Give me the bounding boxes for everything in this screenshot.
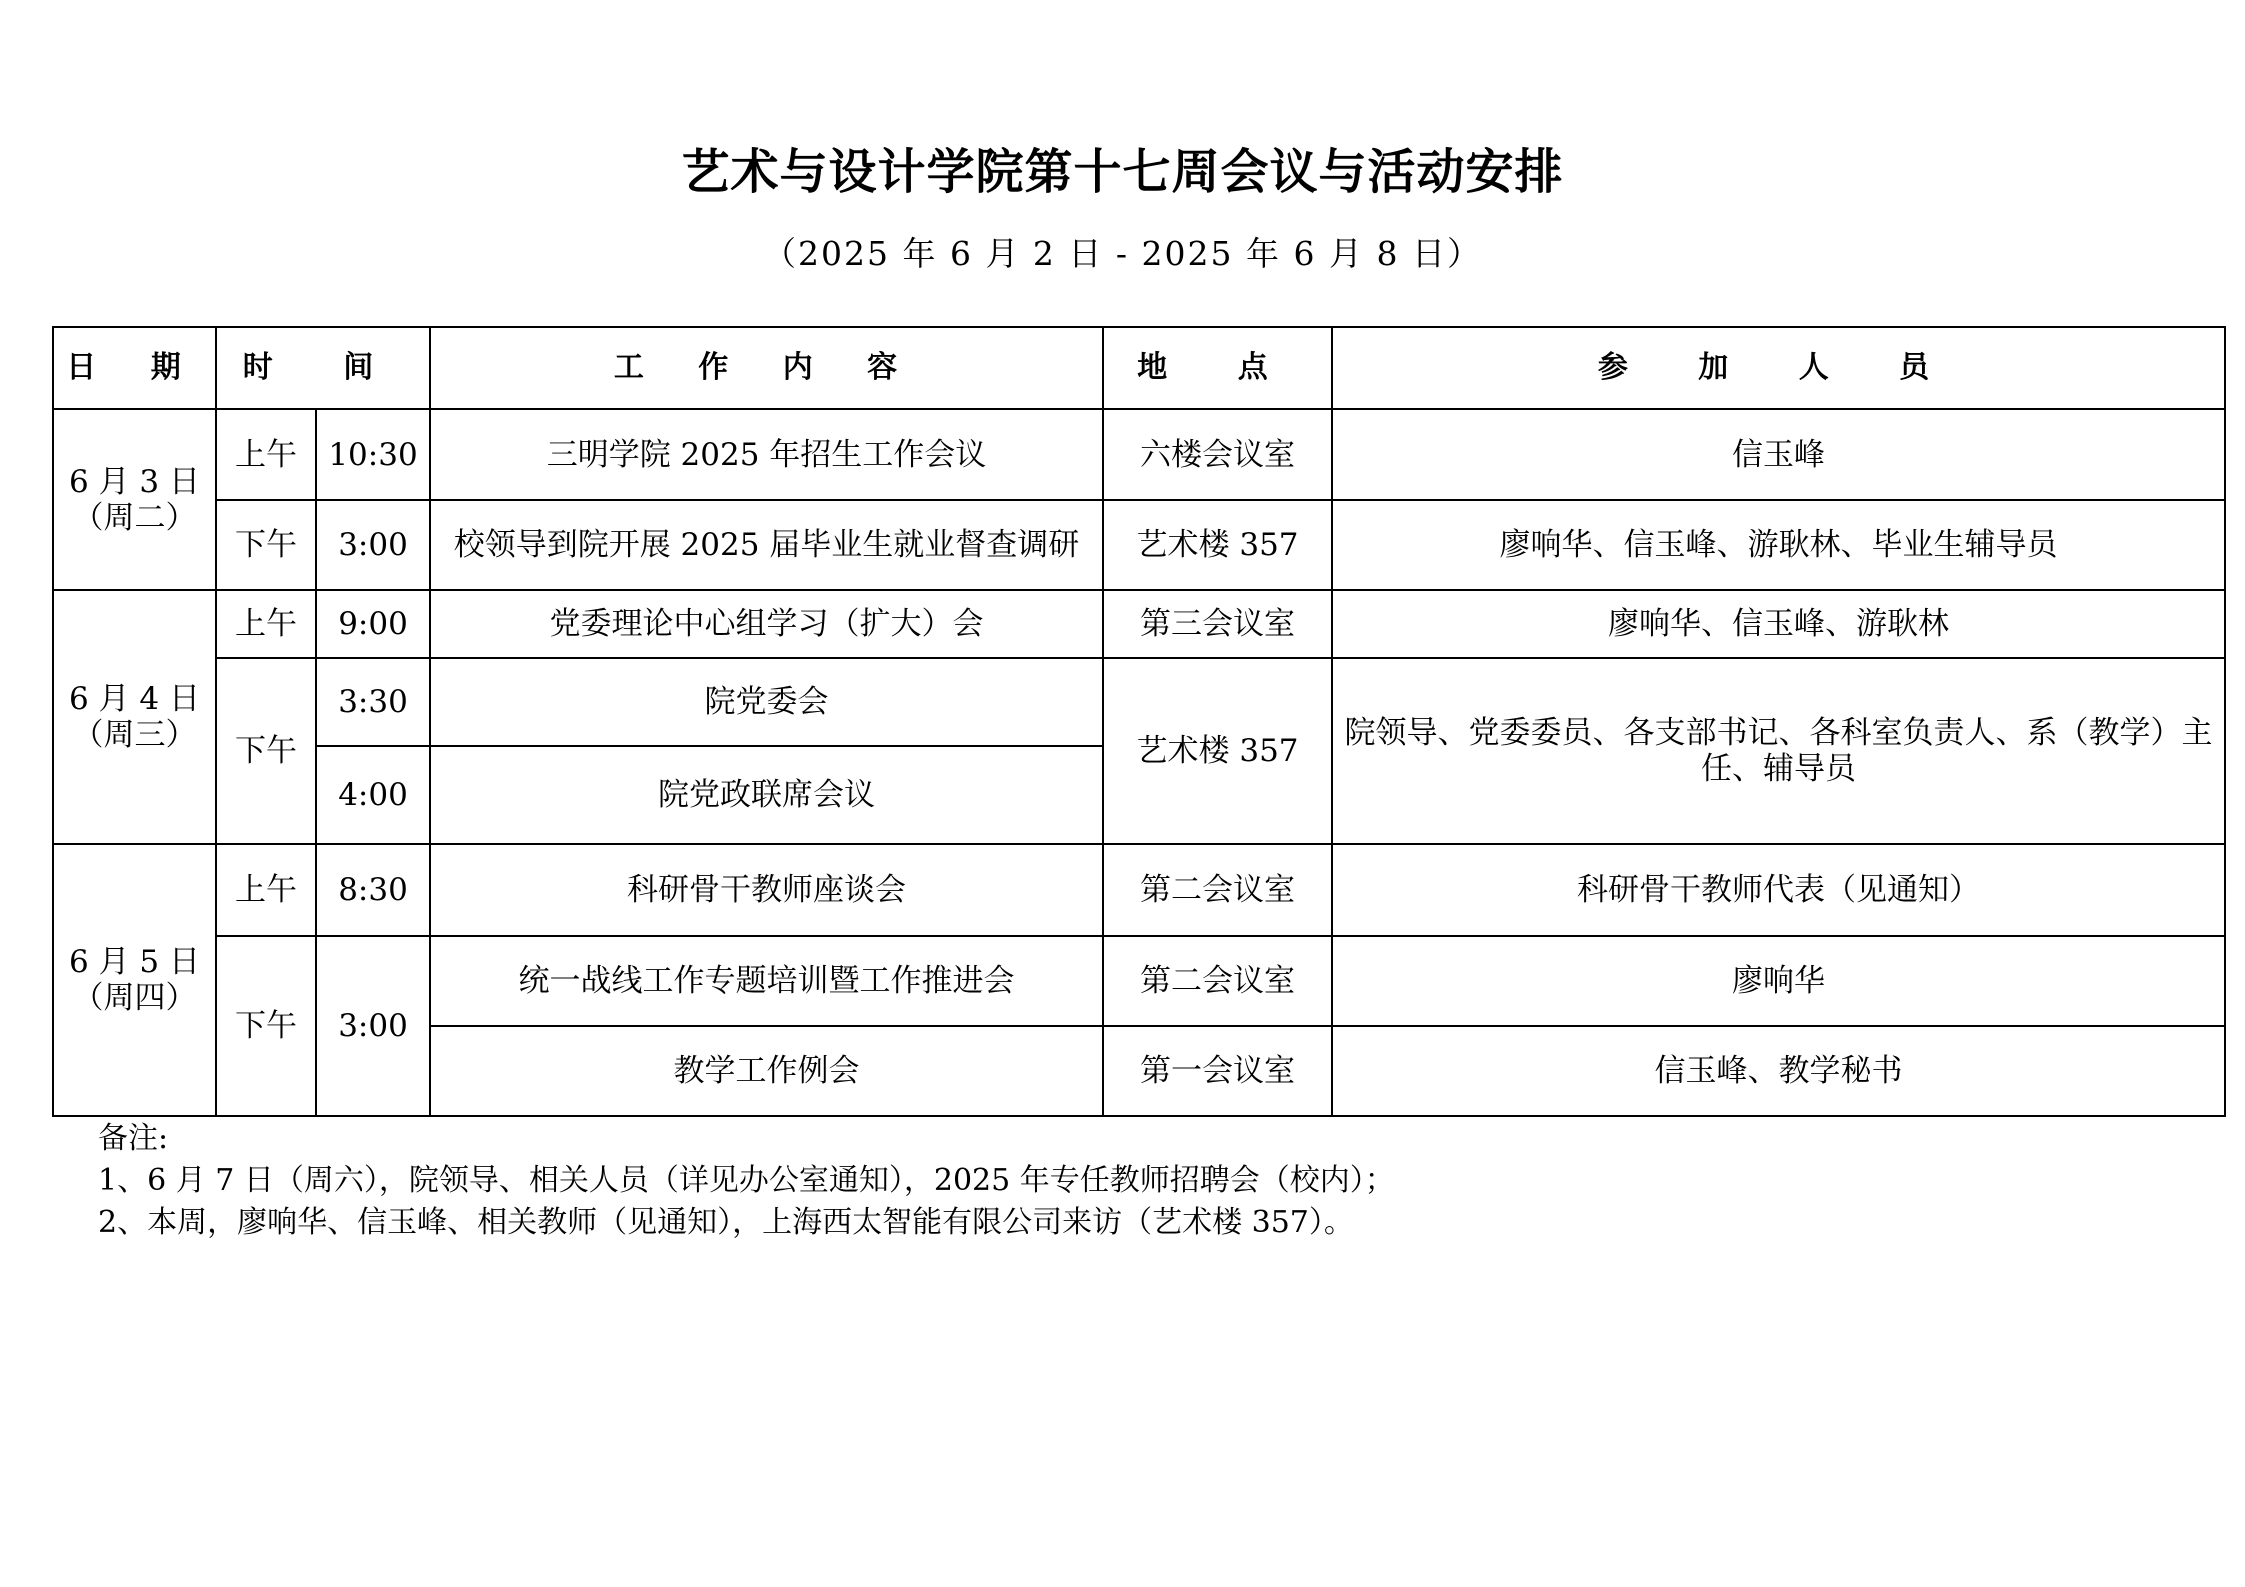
date-label: 6 月 4 日 <box>68 681 200 717</box>
location-cell: 六楼会议室 <box>1103 409 1332 500</box>
table-row <box>53 590 2225 658</box>
location-cell: 第二会议室 <box>1103 936 1332 1026</box>
people-cell: 廖响华、信玉峰、游耿林、毕业生辅导员 <box>1332 500 2225 590</box>
date-range-subtitle: （2025 年 6 月 2 日 - 2025 年 6 月 8 日） <box>763 234 1482 273</box>
people-cell: 信玉峰、教学秘书 <box>1332 1026 2225 1116</box>
period-cell: 上午 <box>216 844 316 936</box>
table-header-row <box>53 327 2225 409</box>
date-cell <box>53 844 216 1116</box>
people-cell: 信玉峰 <box>1332 409 2225 500</box>
time-cell: 4:00 <box>316 746 430 844</box>
period-cell: 下午 <box>216 658 316 844</box>
location-cell: 第一会议室 <box>1103 1026 1332 1116</box>
time-cell: 8:30 <box>316 844 430 936</box>
people-cell: 廖响华、信玉峰、游耿林 <box>1332 590 2225 658</box>
location-cell: 第三会议室 <box>1103 590 1332 658</box>
notes-section <box>98 1118 1395 1244</box>
people-cell: 科研骨干教师代表（见通知） <box>1332 844 2225 936</box>
time-cell: 9:00 <box>316 590 430 658</box>
date-cell <box>53 590 216 844</box>
table-row <box>53 844 2225 936</box>
table-row <box>53 936 2225 1026</box>
table-row <box>53 658 2225 746</box>
date-label: 6 月 3 日 <box>68 463 200 500</box>
schedule-table <box>52 326 2226 1117</box>
content-cell: 科研骨干教师座谈会 <box>430 844 1103 936</box>
content-cell: 党委理论中心组学习（扩大）会 <box>430 590 1103 658</box>
header-people: 参 加 人 员 <box>1332 327 2225 409</box>
table-row <box>53 409 2225 500</box>
page-title: 艺术与设计学院第十七周会议与活动安排 <box>681 144 1564 200</box>
time-cell: 3:00 <box>316 936 430 1116</box>
header-location: 地 点 <box>1103 327 1332 409</box>
period-cell: 下午 <box>216 936 316 1116</box>
content-cell: 院党政联席会议 <box>430 746 1103 844</box>
people-cell: 院领导、党委委员、各支部书记、各科室负责人、系（教学）主任、辅导员 <box>1332 658 2225 844</box>
header-content: 工 作 内 容 <box>430 327 1103 409</box>
weekday-label: （周四） <box>72 980 197 1016</box>
time-cell: 3:00 <box>316 500 430 590</box>
time-cell: 3:30 <box>316 658 430 746</box>
content-cell: 校领导到院开展 2025 届毕业生就业督查调研 <box>430 500 1103 590</box>
location-cell: 第二会议室 <box>1103 844 1332 936</box>
note-item: 2、本周，廖响华、信玉峰、相关教师（见通知），上海西太智能有限公司来访（艺术楼 357）。 <box>98 1205 1354 1240</box>
period-cell: 下午 <box>216 500 316 590</box>
date-cell <box>53 409 216 590</box>
content-cell: 统一战线工作专题培训暨工作推进会 <box>430 936 1103 1026</box>
location-cell: 艺术楼 357 <box>1103 500 1332 590</box>
content-cell: 教学工作例会 <box>430 1026 1103 1116</box>
weekday-label: （周三） <box>72 717 197 753</box>
header-date: 日 期 <box>53 327 216 409</box>
date-label: 6 月 5 日 <box>68 944 200 980</box>
content-cell: 院党委会 <box>430 658 1103 746</box>
table-row <box>53 500 2225 590</box>
weekday-label: （周二） <box>72 499 197 536</box>
time-cell: 10:30 <box>316 409 430 500</box>
note-item: 1、6 月 7 日（周六），院领导、相关人员（详见办公室通知），2025 年专任教师招聘会（校内）； <box>98 1163 1395 1198</box>
location-cell: 艺术楼 357 <box>1103 658 1332 844</box>
notes-label: 备注: <box>98 1121 169 1156</box>
content-cell: 三明学院 2025 年招生工作会议 <box>430 409 1103 500</box>
period-cell: 上午 <box>216 409 316 500</box>
header-time: 时 间 <box>216 327 430 409</box>
people-cell: 廖响华 <box>1332 936 2225 1026</box>
period-cell: 上午 <box>216 590 316 658</box>
